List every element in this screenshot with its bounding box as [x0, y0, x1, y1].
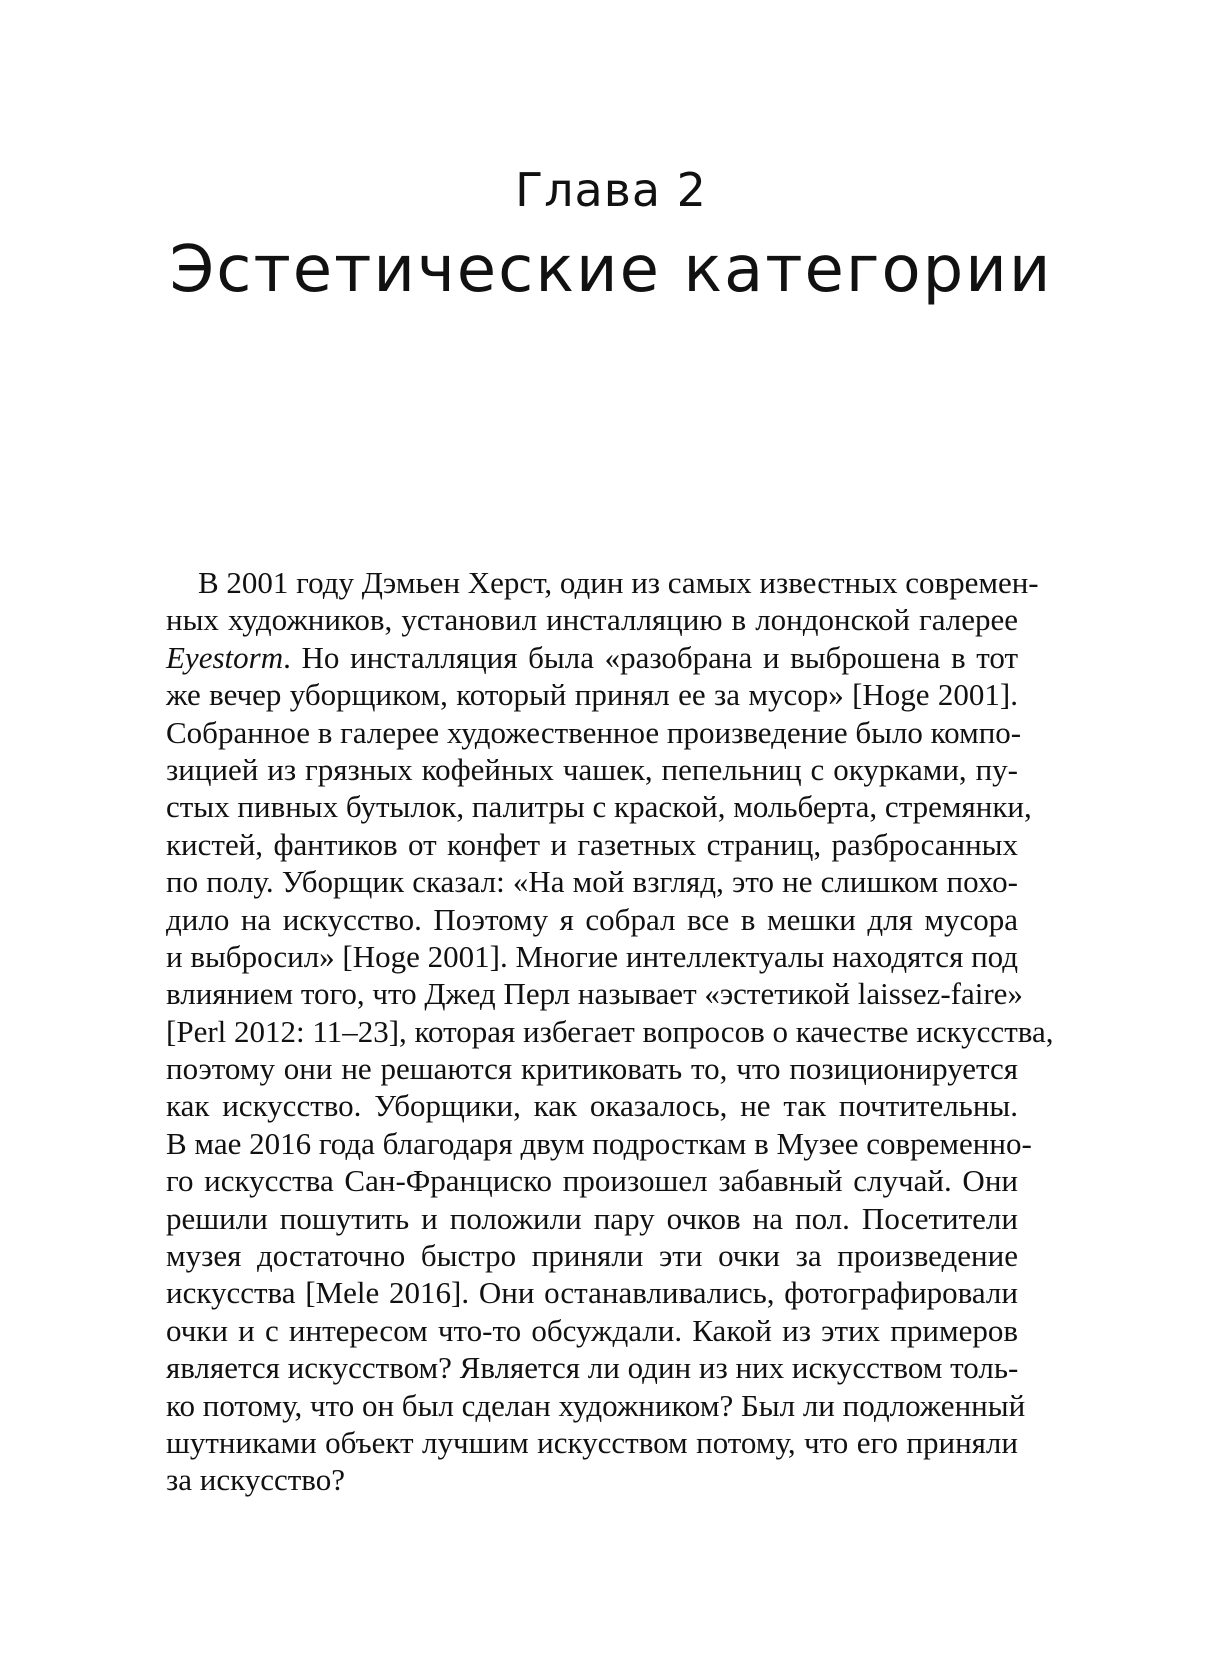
text-line: го искусства Сан-Франциско произошел забавный случай. Они: [166, 1163, 1018, 1199]
text-line: поэтому они не решаются критиковать то, что позиционируется: [166, 1051, 1018, 1087]
text-line: ко потому, что он был сделан художником? Был ли подложенный: [166, 1387, 1026, 1423]
text-line: В 2001 году Дэмьен Херст, один из самых известных современ-: [198, 565, 1039, 600]
text-line: [Perl 2012: 11–23], которая избегает вопросов о качестве искусства,: [166, 1013, 1054, 1049]
text-line: по полу. Уборщик сказал: «На мой взгляд, это не слишком похо-: [166, 864, 1018, 900]
text-line: за искусство?: [166, 1462, 345, 1498]
text-line: является искусством? Является ли один из них искусством толь-: [166, 1350, 1019, 1386]
text-line: стых пивных бутылок, палитры с краской, мольберта, стремянки,: [166, 789, 1032, 825]
text-line: кистей, фантиков от конфет и газетных страниц, разбросанных: [166, 826, 1018, 862]
gallery-name-italic: Eyestorm: [166, 639, 284, 675]
chapter-title: Эстетические категории: [169, 233, 1053, 307]
text-line-rest: . Но инсталляция была «разобрана и выброшена в тот: [283, 639, 1018, 675]
text-line: [166, 639, 1018, 676]
text-line: как искусство. Уборщики, как оказалось, не так почтительны.: [166, 1088, 1018, 1124]
text-line: шутниками объект лучшим искусством потому, что его приняли: [166, 1424, 1018, 1460]
text-line: Собранное в галерее художественное произведение было компо-: [166, 714, 1022, 750]
text-line: влиянием того, что Джед Перл называет «эстетикой laissez-faire»: [166, 976, 1023, 1012]
text-line: дило на искусство. Поэтому я собрал все в мешки для мусора: [166, 901, 1018, 937]
text-line: ных художников, установил инсталляцию в лондонской галерее: [166, 602, 1018, 638]
text-line: решили пошутить и положили пару очков на пол. Посетители: [166, 1200, 1018, 1236]
text-line: и выбросил» [Hoge 2001]. Многие интеллектуалы находятся под: [166, 938, 1019, 974]
body-paragraph: [166, 564, 1054, 1499]
text-line: зицией из грязных кофейных чашек, пепельниц с окурками, пу-: [166, 751, 1018, 787]
text-line: очки и с интересом что-то обсуждали. Какой из этих примеров: [166, 1312, 1018, 1348]
text-line: же вечер уборщиком, который принял ее за мусор» [Hoge 2001].: [166, 677, 1018, 713]
chapter-number: Глава 2: [515, 163, 707, 217]
text-line: искусства [Mele 2016]. Они останавливались, фотографировали: [166, 1275, 1018, 1311]
text-line: В мае 2016 года благодаря двум подросткам в Музее современно-: [166, 1125, 1032, 1161]
text-line: музея достаточно быстро приняли эти очки за произведение: [166, 1238, 1018, 1274]
